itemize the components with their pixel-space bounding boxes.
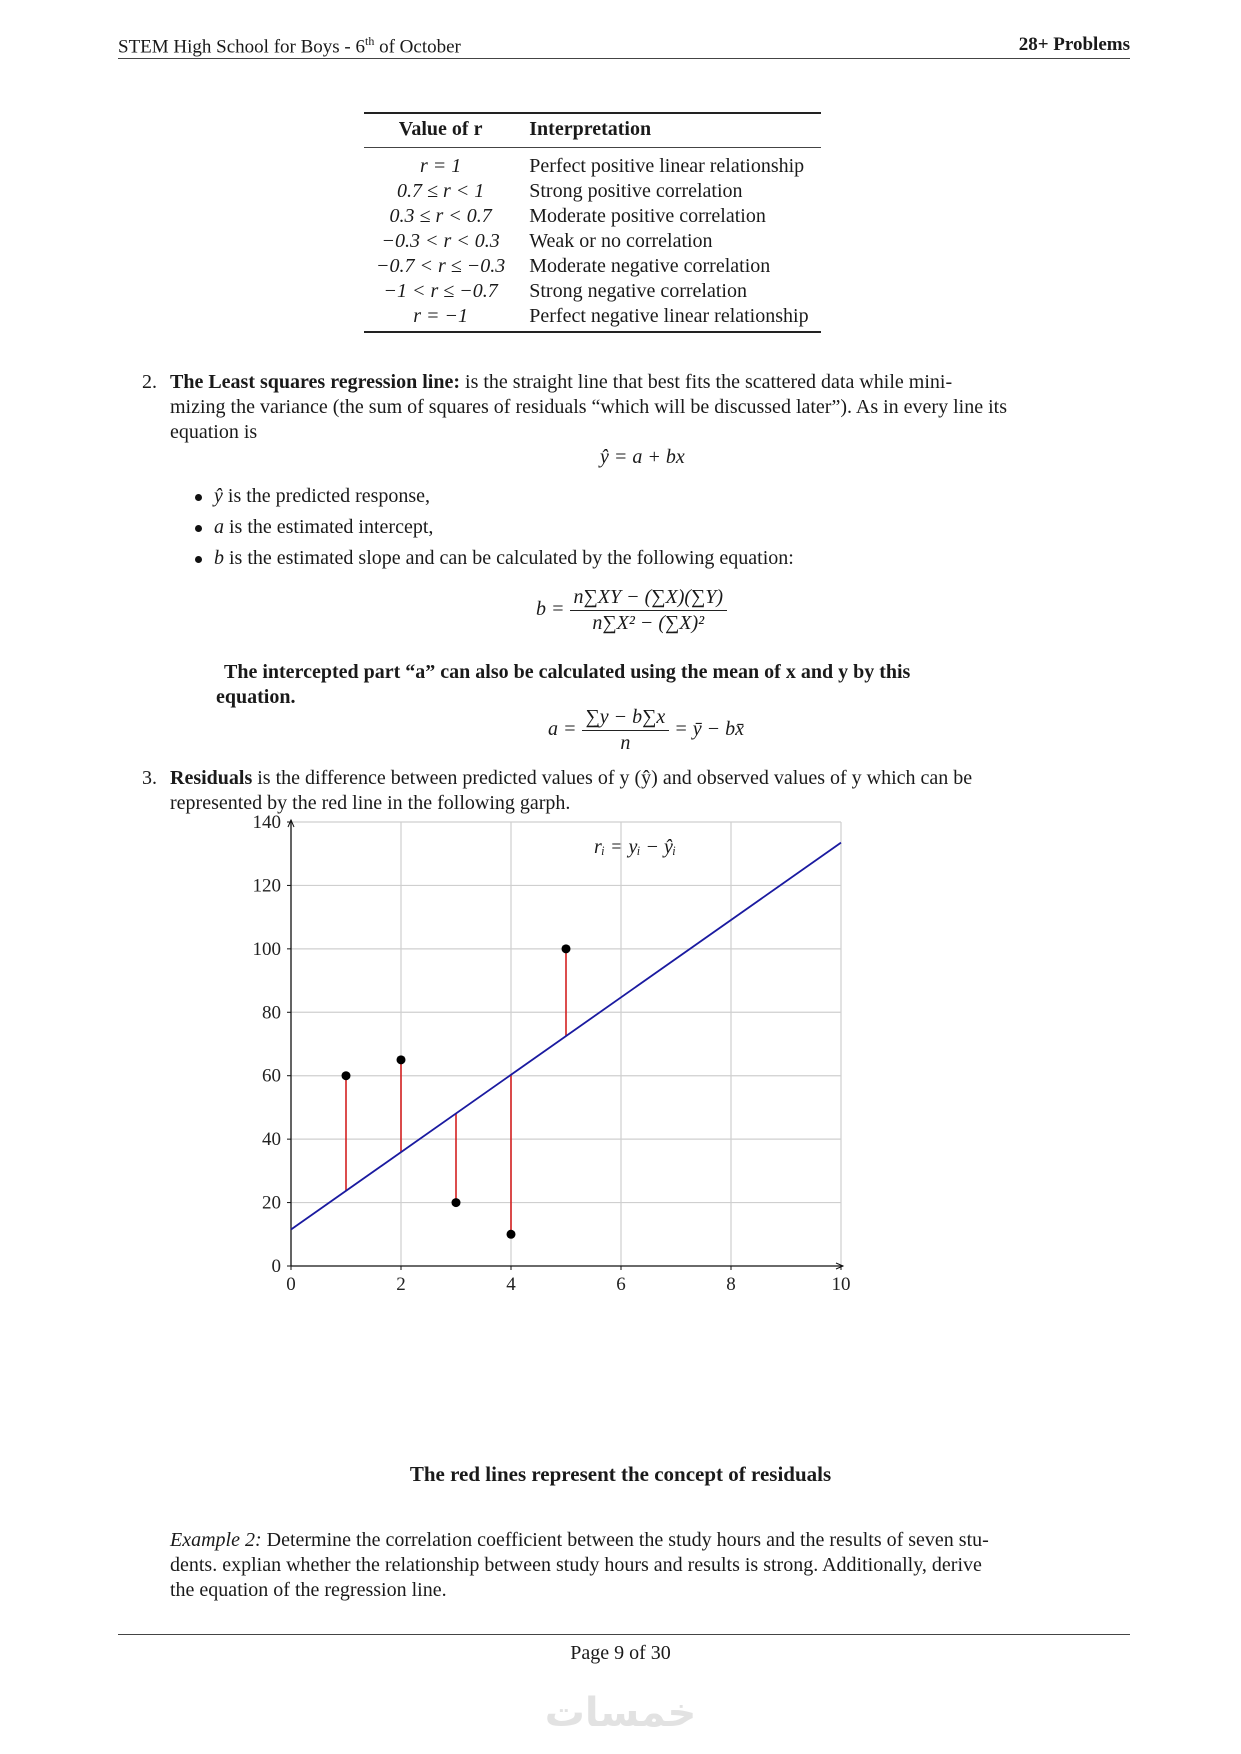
slope-denominator: n∑X² − (∑X)² bbox=[592, 612, 705, 634]
table-cell-value: −0.7 < r ≤ −0.3 bbox=[376, 255, 506, 277]
section3-line2: represented by the red line in the following garph. bbox=[170, 792, 571, 814]
bullet-symbol: b bbox=[214, 547, 224, 569]
table-cell-interpretation: Weak or no correlation bbox=[529, 230, 713, 252]
table-cell-value: 0.3 ≤ r < 0.7 bbox=[389, 205, 492, 227]
y-tick-label: 140 bbox=[252, 812, 281, 833]
table-cell-interpretation: Strong negative correlation bbox=[529, 280, 747, 302]
section2-line2: mizing the variance (the sum of squares of residuals “which will be discussed later”). As in every line its bbox=[170, 396, 1007, 418]
intercept-rhs: = ȳ − bx̄ bbox=[674, 718, 745, 741]
table-cell-value: −1 < r ≤ −0.7 bbox=[383, 280, 498, 302]
residual-equation: rᵢ = yᵢ − ŷᵢ bbox=[594, 836, 677, 858]
section2-number: 2. bbox=[142, 371, 157, 393]
table-header-value: Value of r bbox=[364, 113, 517, 148]
y-tick-label: 120 bbox=[252, 875, 281, 897]
chart-residuals bbox=[346, 949, 566, 1234]
x-tick-label: 10 bbox=[831, 1274, 851, 1295]
table-cell-value: −0.3 < r < 0.3 bbox=[381, 230, 500, 252]
example-label: Example 2: bbox=[170, 1529, 262, 1551]
data-point bbox=[342, 1071, 351, 1080]
example-line1 bbox=[170, 1528, 1130, 1553]
chart-caption: The red lines represent the concept of residuals bbox=[409, 1462, 832, 1486]
data-point bbox=[452, 1198, 461, 1207]
x-tick-label: 4 bbox=[506, 1274, 516, 1295]
table-cell-value: r = 1 bbox=[419, 155, 462, 177]
bullet-text: is the estimated intercept, bbox=[224, 516, 434, 538]
intercept-note-line1: The intercepted part “a” can also be calculated using the mean of x and y by this bbox=[224, 661, 911, 683]
regression-line bbox=[291, 843, 841, 1230]
watermark-logo: خمسات bbox=[544, 1690, 697, 1736]
slope-lhs: b = bbox=[536, 598, 565, 621]
data-point bbox=[562, 944, 571, 953]
table-header-interpretation: Interpretation bbox=[517, 113, 820, 148]
x-tick-label: 2 bbox=[396, 1274, 406, 1295]
page-number: Page 9 of 30 bbox=[570, 1642, 671, 1664]
chart-regression-line bbox=[291, 843, 841, 1230]
x-tick-label: 0 bbox=[286, 1274, 296, 1295]
table-cell-interpretation: Perfect positive linear relationship bbox=[529, 155, 805, 177]
y-tick-label: 80 bbox=[262, 1002, 281, 1024]
table-cell-interpretation: Moderate negative correlation bbox=[529, 255, 771, 277]
x-tick-label: 6 bbox=[616, 1274, 626, 1295]
table-cell-interpretation: Strong positive correlation bbox=[529, 180, 743, 202]
section2-line3: equation is bbox=[170, 421, 258, 443]
section3-text1: is the difference between predicted values of y (ŷ) and observed values of y which can be bbox=[252, 767, 973, 789]
table-cell-value: 0.7 ≤ r < 1 bbox=[396, 180, 485, 202]
y-tick-label: 20 bbox=[262, 1192, 281, 1214]
regression-equation: ŷ = a + bx bbox=[600, 446, 685, 468]
data-point bbox=[507, 1230, 516, 1239]
intercept-denominator: n bbox=[620, 732, 631, 754]
y-tick-label: 0 bbox=[271, 1256, 281, 1277]
section2-title: The Least squares regression line: bbox=[170, 371, 461, 393]
example-line2: dents. explian whether the relationship between study hours and results is strong. Additionally, derive bbox=[170, 1554, 982, 1576]
table-cell-interpretation: Moderate positive correlation bbox=[529, 205, 766, 227]
intercept-note-line2: equation. bbox=[216, 686, 296, 708]
chart-grid bbox=[291, 822, 841, 1266]
intercept-numerator: ∑y − b∑x bbox=[582, 706, 670, 731]
y-tick-label: 100 bbox=[252, 938, 281, 960]
example-text1: Determine the correlation coefficient between the study hours and the results of seven stu- bbox=[261, 1529, 989, 1551]
x-tick-label: 8 bbox=[726, 1274, 736, 1295]
bullet-text: is the estimated slope and can be calculated by the following equation: bbox=[224, 547, 794, 569]
data-point bbox=[397, 1055, 406, 1064]
table-cell-value: r = −1 bbox=[364, 304, 517, 332]
bullet-symbol: ŷ bbox=[214, 485, 223, 507]
chart-tick-labels bbox=[253, 812, 851, 1295]
bullet-symbol: a bbox=[214, 516, 224, 538]
slope-numerator: n∑XY − (∑X)(∑Y) bbox=[570, 586, 728, 611]
section3-title: Residuals bbox=[170, 767, 253, 789]
y-tick-label: 60 bbox=[262, 1065, 281, 1087]
table-cell-interpretation: Perfect negative linear relationship bbox=[517, 304, 820, 332]
intercept-lhs: a = bbox=[548, 718, 577, 741]
section2-text1: is the straight line that best fits the scattered data while mini- bbox=[460, 371, 953, 393]
y-tick-label: 40 bbox=[262, 1129, 281, 1151]
header-school-suffix: of October bbox=[374, 36, 461, 58]
footer-rule bbox=[118, 1634, 1130, 1635]
bullet-text: is the predicted response, bbox=[222, 485, 431, 507]
header-title: 28+ Problems bbox=[1018, 34, 1130, 55]
example-line3: the equation of the regression line. bbox=[170, 1579, 447, 1601]
header-school-sup: th bbox=[365, 34, 375, 48]
section3-number: 3. bbox=[142, 767, 157, 789]
header-school-text: STEM High School for Boys - 6 bbox=[118, 36, 365, 58]
